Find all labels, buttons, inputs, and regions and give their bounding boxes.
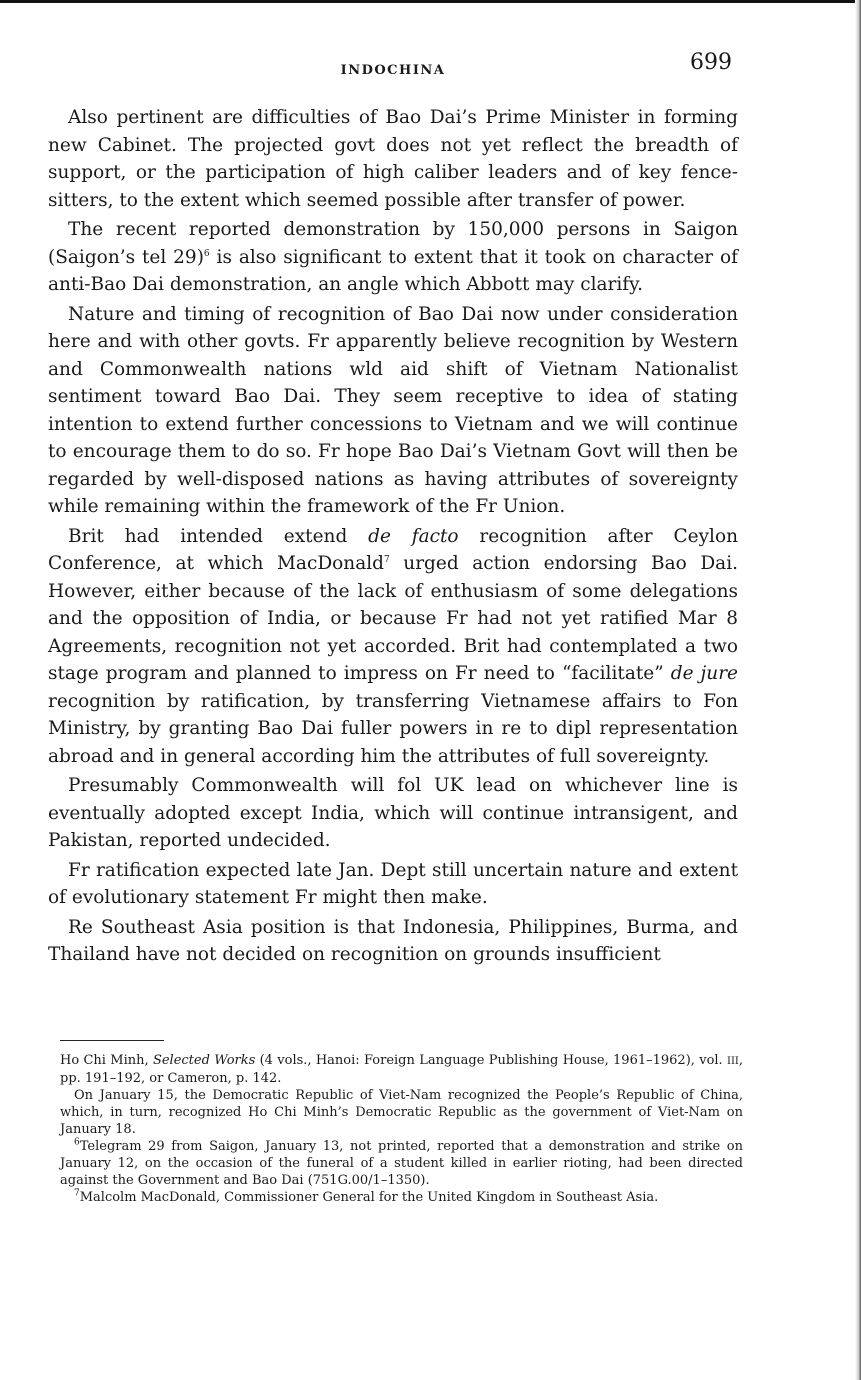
footnote-divider	[60, 1040, 164, 1041]
paragraph-4-text-b: recognition after Ceylon Conference, at which MacDonald	[48, 525, 738, 574]
paragraph-3: Nature and timing of recognition of Bao Dai now under consideration here and with other govts. Fr apparently believe recognition by Western and Commonwealth nations wld aid shift of Vietnam Nationalist sentiment toward Bao Dai. They seem receptive to idea of stating intention to extend further concessions to Vietnam and we will continue to encourage them to do so. Fr hope Bao Dai’s Vietnam Govt will then be regarded by well-disposed nations as having attributes of sovereignty while remaining within the framework of the Fr Union.	[48, 303, 738, 517]
footnote-1-volume: III	[727, 1056, 739, 1067]
paragraph-5: Presumably Commonwealth will fol UK lead on whichever line is eventually adopted except India, which will continue intransigent, and Pakistan, reported undecided.	[48, 775, 738, 851]
paragraph-4-text-a: Brit had intended extend	[68, 525, 369, 547]
footnote-6-text: Telegram 29 from Saigon, January 13, not printed, reported that a demonstration and strike on January 12, on the occasion of the funeral of a student killed in earlier rioting, had been directed against the Government and Bao Dai (751G.00/1–1350).	[60, 1139, 743, 1188]
page-edge-shadow	[855, 0, 861, 1380]
page-number: 699	[690, 50, 732, 75]
paragraph-4-text-d: recognition by ratification, by transferring Vietnamese affairs to Fon Ministry, by granting Bao Dai fuller powers in re to dipl representation abroad and in general according him the attributes of full sovereignty.	[48, 690, 738, 767]
footnote-1-text-b: (4 vols., Hanoi: Foreign Language Publishing House, 1961–1962), vol.	[255, 1053, 728, 1068]
footnote-ref-6: 6	[203, 248, 210, 259]
paragraph-2-text-b: is also significant to extent that it took on character of anti-Bao Dai demonstration, an angle which Abbott may clarify.	[48, 246, 738, 295]
paragraph-1: Also pertinent are difficulties of Bao Dai’s Prime Minister in forming new Cabinet. The projected govt does not yet reflect the breadth of support, or the participation of high caliber leaders and of key fence-sitters, to the extent which seemed possible after transfer of power.	[48, 107, 738, 211]
footnote-1-text-a: Ho Chi Minh,	[60, 1053, 153, 1068]
paragraph-4	[48, 523, 738, 771]
paragraph-2	[48, 216, 738, 299]
footnote-6	[60, 1138, 743, 1189]
footnote-6-mark: 6	[74, 1137, 80, 1148]
paragraph-6: Fr ratification expected late Jan. Dept still uncertain nature and extent of evolutionary statement Fr might then make.	[48, 859, 738, 908]
footnote-1-italic: Selected Works	[152, 1053, 256, 1068]
paragraph-4-text-c: urged action endorsing Bao Dai. However, either because of the lack of enthusiasm of some delegations and the opposition of India, or because Fr had not yet ratified Mar 8 Agreements, recognition not yet accorded. Brit had contemplated a two stage program and planned to impress on Fr need to “facilitate”	[48, 553, 738, 684]
page-header	[48, 50, 738, 90]
body-text	[48, 104, 738, 971]
footnote-7-mark: 7	[74, 1188, 80, 1199]
footnote-7-text: Malcolm MacDonald, Commissioner General for the United Kingdom in Southeast Asia.	[79, 1190, 659, 1205]
paragraph-7: Re Southeast Asia position is that Indonesia, Philippines, Burma, and Thailand have not decided on recognition on grounds insufficient	[48, 916, 738, 965]
paragraph-4-italic-de-facto: de facto	[368, 525, 459, 547]
top-rule	[0, 0, 861, 3]
footnote-ref-7: 7	[384, 554, 390, 565]
footnote-continued	[60, 1052, 743, 1087]
footnotes	[60, 1052, 743, 1206]
footnote-7	[60, 1189, 743, 1206]
footnote-1-text-c: , pp. 191–192, or Cameron, p. 142.	[60, 1053, 744, 1086]
running-head: INDOCHINA	[340, 63, 446, 78]
paragraph-2-text-a: The recent reported demonstration by 150,000 persons in Saigon (Saigon’s tel 29)	[48, 219, 738, 268]
footnote-continued-2: On January 15, the Democratic Republic of Viet-Nam recognized the People’s Republic of China, which, in turn, recognized Ho Chi Minh’s Democratic Republic as the government of Viet-Nam on January 18.	[60, 1088, 743, 1137]
paragraph-4-italic-de-jure: de jure	[670, 663, 738, 684]
